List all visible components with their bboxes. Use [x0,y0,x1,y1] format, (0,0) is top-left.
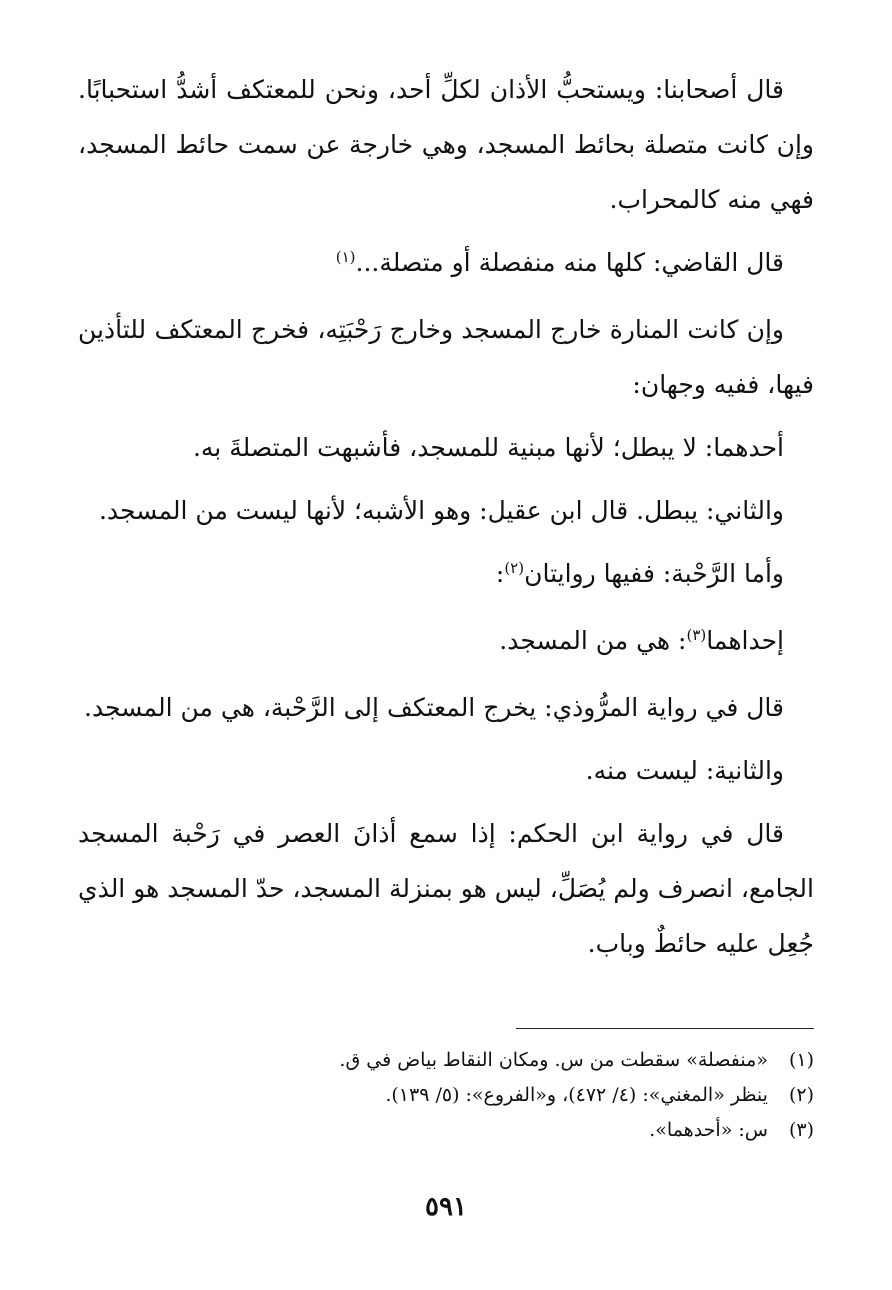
main-text [78,62,814,971]
footnote-3-number: (٣) [788,1119,814,1141]
paragraph-5-text: والثاني: يبطل. قال ابن عقيل: وهو الأشبه؛ لأنها ليست من المسجد. [98,496,784,525]
footnote-separator [516,1028,814,1029]
paragraph-3-text: وإن كانت المنارة خارج المسجد وخارج رَحْبَتِه، فخرج المعتكف للتأذين فيها، ففيه وجهان: [78,315,814,399]
page-number: ٥٩١ [425,1192,467,1222]
paragraph-9 [78,743,814,798]
paragraph-10-text: قال في رواية ابن الحكم: إذا سمع أذانَ العصر في رَحْبة المسجد الجامع، انصرف ولم يُصَلِّ، ليس هو بمنزلة المسجد، حدّ المسجد هو الذي جُعِل عليه حائطٌ وباب. [78,819,814,958]
paragraph-5 [78,483,814,538]
footnote-ref-2[interactable]: (٢) [504,559,525,577]
footnote-2-number: (٢) [788,1084,814,1106]
paragraph-8 [78,680,814,735]
footnote-1-number: (١) [788,1049,814,1071]
paragraph-3 [78,302,814,412]
footnote-3-text: س: «أحدهما». [649,1119,768,1141]
paragraph-1 [78,62,814,227]
paragraph-2 [78,235,814,294]
paragraph-2-text: قال القاضي: كلها منه منفصلة أو متصلة... [355,248,784,277]
paragraph-7-text: إحداهما [706,626,784,655]
paragraph-6 [78,546,814,605]
footnote-1 [78,1043,814,1078]
footnotes-section [78,1028,814,1148]
footnote-ref-1[interactable]: (١) [335,248,356,266]
paragraph-4 [78,420,814,475]
paragraph-9-text: والثانية: ليست منه. [585,756,784,785]
paragraph-8-text: قال في رواية المرُّوذي: يخرج المعتكف إلى الرَّحْبة، هي من المسجد. [84,693,784,722]
paragraph-7 [78,613,814,672]
footnote-ref-3[interactable]: (٣) [686,626,707,644]
paragraph-7-tail: : هي من المسجد. [499,626,687,655]
footnote-2 [78,1078,814,1113]
footnote-1-text: «منفصلة» سقطت من س. ومكان النقاط بياض في ق. [339,1049,768,1071]
paragraph-6-tail: : [495,559,505,588]
footnote-3 [78,1113,814,1148]
paragraph-10 [78,806,814,971]
paragraph-6-text: وأما الرَّحْبة: ففيها روايتان [524,559,784,588]
paragraph-4-text: أحدهما: لا يبطل؛ لأنها مبنية للمسجد، فأشبهت المتصلةَ به. [192,433,784,462]
footnote-2-text: ينظر «المغني»: (٤/ ٤٧٢)، و«الفروع»: (٥/ ١٣٩). [385,1084,768,1106]
paragraph-1-text: قال أصحابنا: ويستحبُّ الأذان لكلِّ أحد، ونحن للمعتكف أشدُّ استحبابًا. وإن كانت متصلة بحائط المسجد، وهي خارجة عن سمت حائط المسجد، فهي منه كالمحراب. [78,75,814,214]
